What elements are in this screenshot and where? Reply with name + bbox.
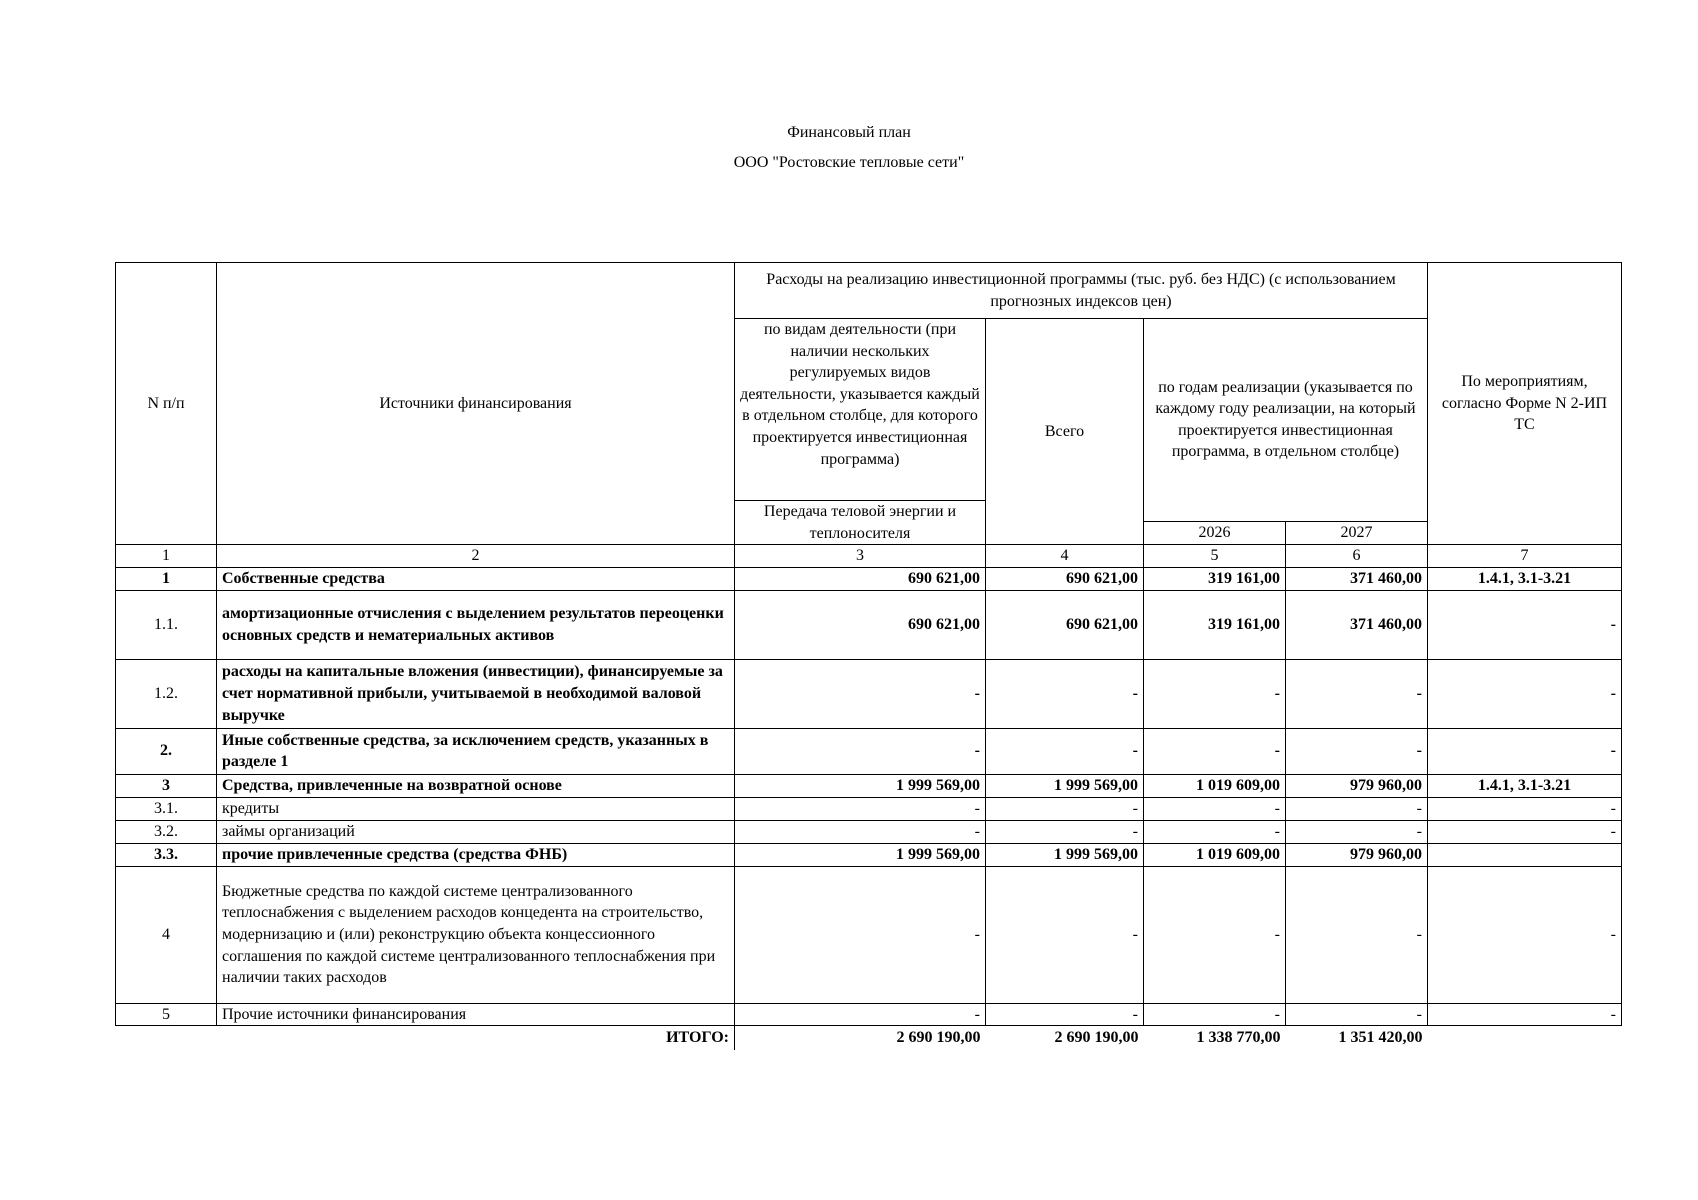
row-activity: -	[735, 1003, 986, 1026]
row-2027: 979 960,00	[1286, 843, 1428, 866]
header-num: N п/п	[116, 263, 217, 545]
table-row	[116, 774, 1622, 797]
row-2026: 1 019 609,00	[1144, 843, 1286, 866]
row-2027: -	[1286, 1003, 1428, 1026]
row-measures: -	[1428, 728, 1622, 774]
header-expenses-group: Расходы на реализацию инвестиционной программы (тыс. руб. без НДС) (с использованием прогнозных индексов цен)	[735, 263, 1428, 319]
table-row	[116, 820, 1622, 843]
row-total: 1 999 569,00	[986, 774, 1144, 797]
row-num: 1.2.	[116, 659, 217, 728]
col-number: 2	[217, 545, 735, 568]
row-name: Иные собственные средства, за исключением средств, указанных в разделе 1	[217, 728, 735, 774]
row-name: Собственные средства	[217, 567, 735, 590]
total-2027: 1 351 420,00	[1338, 1029, 1423, 1047]
row-2026: -	[1144, 659, 1286, 728]
row-num: 3.2.	[116, 820, 217, 843]
header-source: Источники финансирования	[217, 263, 735, 545]
row-activity: -	[735, 659, 986, 728]
document-title: Финансовый план	[787, 124, 911, 141]
row-name: кредиты	[217, 797, 735, 820]
row-measures: -	[1428, 659, 1622, 728]
col-number: 7	[1428, 545, 1622, 568]
header-year-2026: 2026	[1144, 521, 1286, 544]
header-activity-name: Передача теловой энергии и теплоносителя	[735, 501, 986, 545]
row-activity: -	[735, 820, 986, 843]
row-total: 690 621,00	[986, 590, 1144, 659]
header-total: Всего	[986, 319, 1144, 545]
row-num: 4	[116, 866, 217, 1003]
row-num: 5	[116, 1003, 217, 1026]
row-total: 1 999 569,00	[986, 843, 1144, 866]
header-by-activity: по видам деятельности (при наличии нескольких регулируемых видов деятельности, указывается каждый в отдельном столбце, для которого проектируется инвестиционная программа)	[735, 319, 986, 501]
row-name: Средства, привлеченные на возвратной основе	[217, 774, 735, 797]
row-total: -	[986, 866, 1144, 1003]
row-2026: -	[1144, 1003, 1286, 1026]
table-row	[116, 590, 1622, 659]
row-2026: -	[1144, 866, 1286, 1003]
row-total: -	[986, 728, 1144, 774]
table-row	[116, 797, 1622, 820]
total-measures	[1428, 1026, 1622, 1050]
row-total: -	[986, 1003, 1144, 1026]
table-row	[116, 728, 1622, 774]
row-activity: -	[735, 866, 986, 1003]
row-activity: 1 999 569,00	[735, 843, 986, 866]
col-number: 1	[116, 545, 217, 568]
organization-name: ООО "Ростовские тепловые сети"	[733, 154, 965, 171]
row-measures: -	[1428, 1003, 1622, 1026]
row-2026: -	[1144, 797, 1286, 820]
table-row	[116, 567, 1622, 590]
row-activity: 1 999 569,00	[735, 774, 986, 797]
row-2027: 371 460,00	[1286, 567, 1428, 590]
financial-plan-table	[115, 262, 1622, 1050]
row-activity: 690 621,00	[735, 590, 986, 659]
row-2026: -	[1144, 728, 1286, 774]
row-activity: -	[735, 797, 986, 820]
row-measures	[1428, 843, 1622, 866]
row-measures: 1.4.1, 3.1-3.21	[1428, 774, 1622, 797]
header-year-2027: 2027	[1286, 521, 1428, 544]
row-num: 2.	[116, 728, 217, 774]
total-2026: 1 338 770,00	[1196, 1029, 1281, 1047]
row-2026: 319 161,00	[1144, 590, 1286, 659]
total-activity: 2 690 190,00	[896, 1029, 981, 1047]
row-measures: -	[1428, 866, 1622, 1003]
total-total: 2 690 190,00	[1054, 1029, 1139, 1047]
row-num: 1	[116, 567, 217, 590]
total-row	[116, 1026, 1622, 1050]
table-row	[116, 866, 1622, 1003]
row-name: прочие привлеченные средства (средства ФНБ)	[217, 843, 735, 866]
row-measures: -	[1428, 590, 1622, 659]
row-num: 3.1.	[116, 797, 217, 820]
row-activity: 690 621,00	[735, 567, 986, 590]
row-2027: 979 960,00	[1286, 774, 1428, 797]
row-measures: 1.4.1, 3.1-3.21	[1428, 567, 1622, 590]
row-num: 3.3.	[116, 843, 217, 866]
table-row	[116, 1003, 1622, 1026]
row-total: -	[986, 797, 1144, 820]
row-name: расходы на капитальные вложения (инвестиции), финансируемые за счет нормативной прибыли, учитываемой в необходимой валовой выручке	[217, 659, 735, 728]
row-2027: -	[1286, 866, 1428, 1003]
row-measures: -	[1428, 820, 1622, 843]
row-total: -	[986, 659, 1144, 728]
header-by-years: по годам реализации (указывается по каждому году реализации, на который проектируется инвестиционная программа, в отдельном столбце)	[1144, 319, 1428, 522]
table-row	[116, 843, 1622, 866]
row-total: 690 621,00	[986, 567, 1144, 590]
row-num: 1.1.	[116, 590, 217, 659]
header-measures: По мероприятиям, согласно Форме N 2-ИП ТС	[1428, 263, 1622, 545]
col-number: 6	[1286, 545, 1428, 568]
col-number: 3	[735, 545, 986, 568]
row-2027: -	[1286, 797, 1428, 820]
row-2027: -	[1286, 659, 1428, 728]
row-2026: -	[1144, 820, 1286, 843]
row-2027: -	[1286, 728, 1428, 774]
row-2026: 1 019 609,00	[1144, 774, 1286, 797]
row-name: Прочие источники финансирования	[217, 1003, 735, 1026]
header-row-1	[116, 263, 1622, 319]
row-2027: 371 460,00	[1286, 590, 1428, 659]
table-row	[116, 659, 1622, 728]
row-2027: -	[1286, 820, 1428, 843]
row-2026: 319 161,00	[1144, 567, 1286, 590]
row-activity: -	[735, 728, 986, 774]
row-name: Бюджетные средства по каждой системе централизованного теплоснабжения с выделением расходов концедента на строительство, модернизацию и (или) реконструкцию объекта концессионного соглашения по каждой системе централизованного теплоснабжения при наличии таких расходов	[217, 866, 735, 1003]
row-num: 3	[116, 774, 217, 797]
column-numbers-row	[116, 545, 1622, 568]
col-number: 4	[986, 545, 1144, 568]
row-total: -	[986, 820, 1144, 843]
row-name: амортизационные отчисления с выделением результатов переоценки основных средств и нематериальных активов	[217, 590, 735, 659]
row-name: займы организаций	[217, 820, 735, 843]
row-measures: -	[1428, 797, 1622, 820]
total-label: ИТОГО:	[116, 1026, 735, 1050]
col-number: 5	[1144, 545, 1286, 568]
